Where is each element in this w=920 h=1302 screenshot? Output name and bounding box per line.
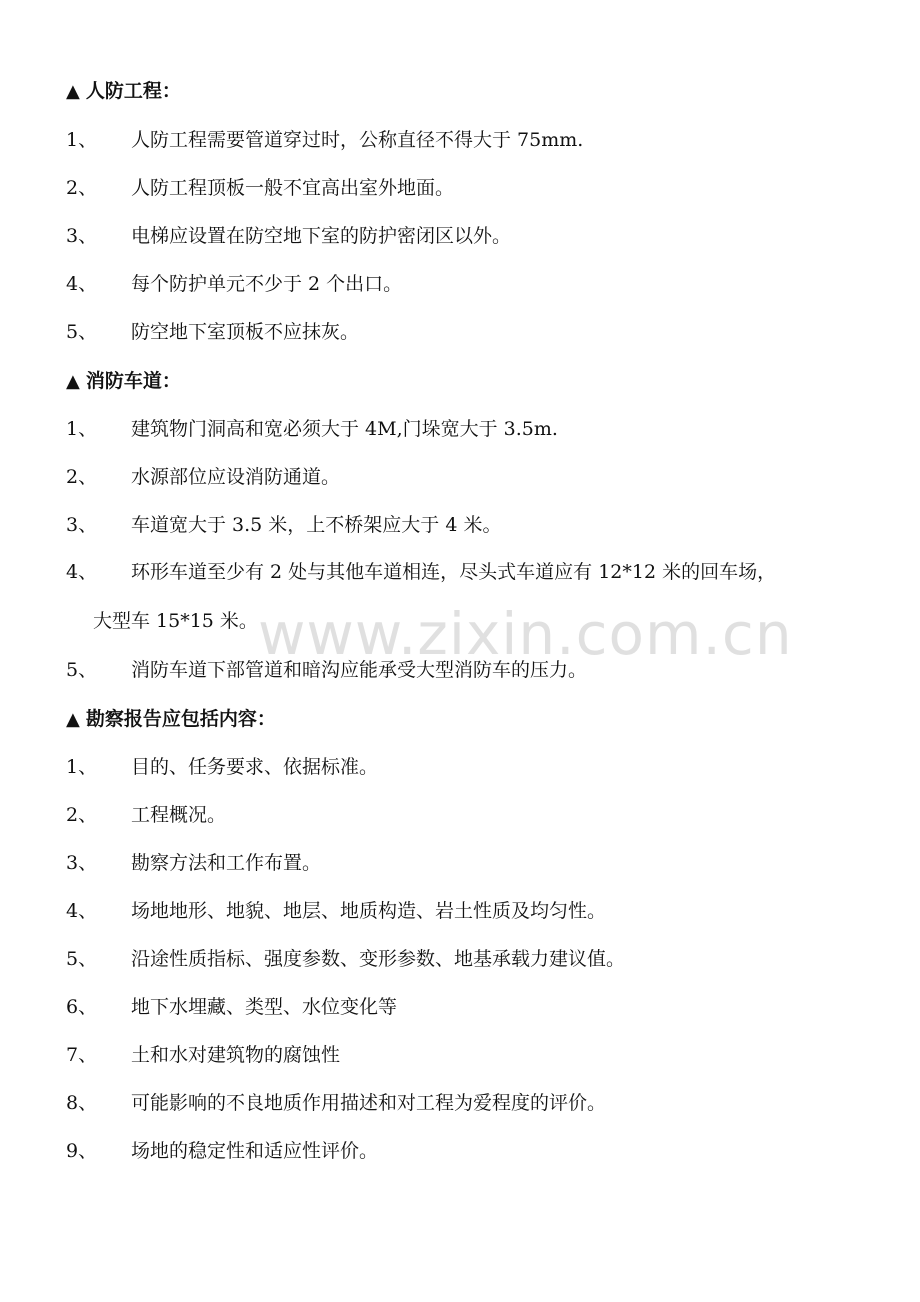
item-text: 工程概况。 [131,804,227,826]
triangle-bullet-icon: ▲ [66,81,80,102]
item-number: 4、 [66,273,98,295]
section-title: 人防工程： [85,80,181,102]
item-number: 7、 [66,1044,98,1066]
item-text: 建筑物门洞高和宽必须大于 4M,门垛宽大于 3.5m. [131,418,558,440]
list-item [66,269,866,299]
triangle-bullet-icon: ▲ [66,709,80,730]
list-item [66,944,866,974]
list-item [66,462,866,492]
list-item [66,992,866,1022]
section-title: 勘察报告应包括内容： [85,708,276,730]
list-item [66,800,866,830]
triangle-bullet-icon: ▲ [66,371,80,392]
item-text: 防空地下室顶板不应抹灰。 [131,321,360,343]
item-number: 8、 [66,1092,98,1114]
item-number: 9、 [66,1140,98,1162]
item-number: 2、 [66,177,98,199]
list-item [66,221,866,251]
list-item [66,752,866,782]
list-item [66,317,866,347]
item-text: 地下水埋藏、类型、水位变化等 [131,996,398,1018]
item-text: 消防车道下部管道和暗沟应能承受大型消防车的压力。 [131,659,588,681]
section-heading-survey-report [66,704,276,734]
item-text: 可能影响的不良地质作用描述和对工程为爱程度的评价。 [131,1092,607,1114]
item-text: 勘察方法和工作布置。 [131,852,322,874]
section-title: 消防车道： [85,370,181,392]
item-text: 目的、任务要求、依据标准。 [131,756,379,778]
item-text: 场地的稳定性和适应性评价。 [131,1140,379,1162]
item-text-continuation: 大型车 15*15 米。 [93,610,258,632]
item-text: 人防工程顶板一般不宜高出室外地面。 [131,177,455,199]
list-item [66,125,866,155]
item-text: 沿途性质指标、强度参数、变形参数、地基承载力建议值。 [131,948,626,970]
list-item [66,173,866,203]
item-number: 5、 [66,321,98,343]
item-number: 1、 [66,418,98,440]
list-item [66,848,866,878]
item-number: 3、 [66,514,98,536]
item-number: 1、 [66,756,98,778]
item-text: 土和水对建筑物的腐蚀性 [131,1044,341,1066]
item-number: 5、 [66,948,98,970]
list-item [66,896,866,926]
section-heading-fire-lane [66,366,181,396]
item-text: 电梯应设置在防空地下室的防护密闭区以外。 [131,225,512,247]
list-item [66,1040,866,1070]
item-text: 每个防护单元不少于 2 个出口。 [131,273,403,295]
item-number: 2、 [66,466,98,488]
watermark: www.zixin.com.cn [258,600,793,668]
list-item [66,1136,866,1166]
list-item [66,557,866,587]
item-number: 3、 [66,225,98,247]
item-number: 1、 [66,129,98,151]
item-number: 3、 [66,852,98,874]
item-number: 6、 [66,996,98,1018]
item-text: 环形车道至少有 2 处与其他车道相连，尽头式车道应有 12*12 米的回车场， [131,561,777,583]
item-number: 4、 [66,900,98,922]
section-heading-civil-defense [66,76,181,106]
item-text: 车道宽大于 3.5 米，上不桥架应大于 4 米。 [131,514,502,536]
list-item [66,414,866,444]
item-number: 4、 [66,561,98,583]
list-item [66,510,866,540]
item-text: 水源部位应设消防通道。 [131,466,341,488]
item-number: 2、 [66,804,98,826]
list-item [66,1088,866,1118]
item-number: 5、 [66,659,98,681]
item-text: 人防工程需要管道穿过时，公称直径不得大于 75mm. [131,129,584,151]
item-text: 场地地形、地貌、地层、地质构造、岩土性质及均匀性。 [131,900,607,922]
